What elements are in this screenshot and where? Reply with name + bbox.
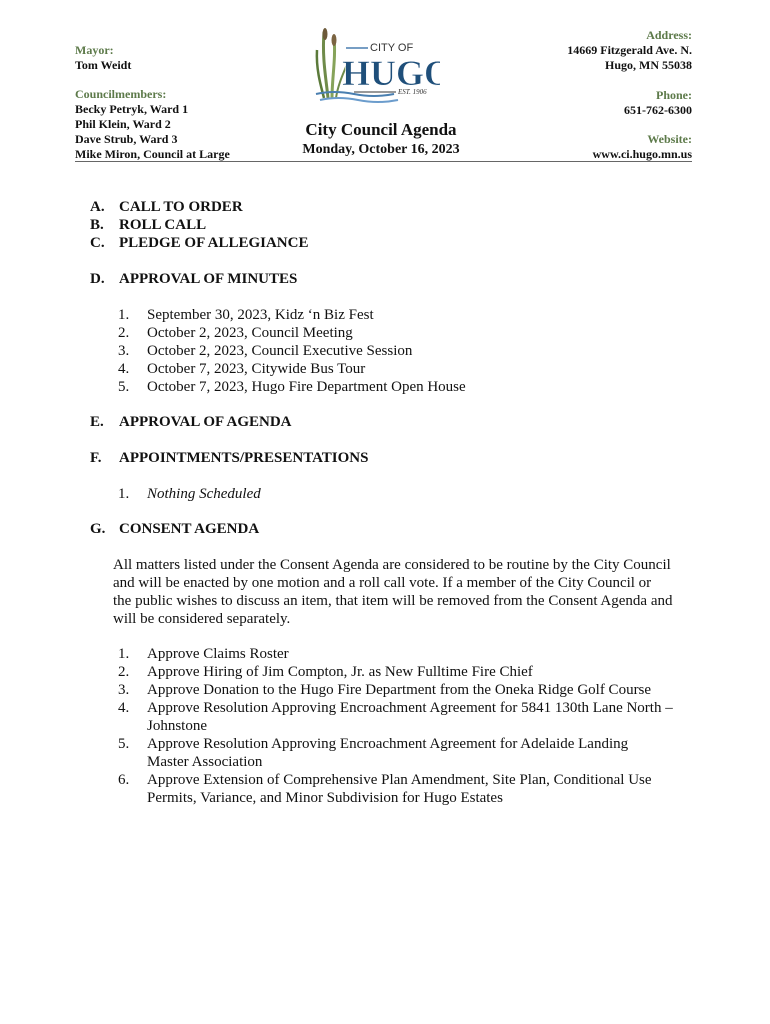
section-title: CONSENT AGENDA [119,521,260,537]
list-item [118,735,628,771]
item-number: 2. [118,325,130,341]
item-text: Approve Claims Roster [147,646,289,662]
section-approval-of-minutes [90,270,297,288]
website-link[interactable]: www.ci.hugo.mn.us [592,147,692,161]
address-block [567,28,692,73]
section-letter: E. [90,414,104,430]
address-label: Address: [646,28,692,42]
item-text: Johnstone [147,718,207,734]
item-number: 1. [118,646,130,662]
list-item [118,645,289,663]
list-item [118,342,412,360]
section-title: APPROVAL OF MINUTES [119,271,298,287]
svg-text:EST. 1906: EST. 1906 [398,88,427,96]
website-block [593,132,692,162]
item-number: 1. [118,486,130,502]
section-title: PLEDGE OF ALLEGIANCE [119,235,309,251]
council-block [75,87,230,162]
city-logo [314,28,440,104]
list-item [118,485,261,503]
council-member: Mike Miron, Council at Large [75,147,230,161]
council-member: Becky Petryk, Ward 1 [75,102,189,116]
section-appointments [90,449,369,467]
section-call-to-order [90,198,243,216]
item-number: 5. [118,736,130,752]
item-text: Approve Resolution Approving Encroachment Agreement for 5841 130th Lane North – [147,700,673,716]
item-number: 4. [118,361,130,377]
item-text: October 2, 2023, Council Meeting [147,325,353,341]
mayor-name: Tom Weidt [75,58,132,72]
section-title: APPOINTMENTS/PRESENTATIONS [119,450,369,466]
item-text: Approve Resolution Approving Encroachment Agreement for Adelaide Landing [147,736,629,752]
website-label: Website: [647,132,692,146]
phone-block [624,88,692,118]
paragraph-line: the public wishes to discuss an item, that item will be removed from the Consent Agenda and [113,593,673,609]
council-member: Dave Strub, Ward 3 [75,132,178,146]
list-item [118,306,374,324]
section-pledge [90,234,308,252]
item-number: 5. [118,379,130,395]
section-title: CALL TO ORDER [119,199,243,215]
mayor-label: Mayor: [75,43,114,57]
item-number: 1. [118,307,130,323]
item-text: October 7, 2023, Hugo Fire Department Open House [147,379,466,395]
item-number: 4. [118,700,130,716]
item-number: 2. [118,664,130,680]
section-title: ROLL CALL [119,217,207,233]
item-text: Permits, Variance, and Minor Subdivision for Hugo Estates [147,790,503,806]
phone-label: Phone: [656,88,692,102]
item-text: October 7, 2023, Citywide Bus Tour [147,361,366,377]
list-item [118,771,652,807]
phone-number: 651-762-6300 [624,103,692,117]
section-letter: F. [90,450,102,466]
item-text: Nothing Scheduled [147,486,261,502]
council-label: Councilmembers: [75,87,167,101]
address-line1: 14669 Fitzgerald Ave. N. [567,43,692,57]
section-roll-call [90,216,206,234]
paragraph-line: All matters listed under the Consent Agenda are considered to be routine by the City Council [113,557,671,573]
item-number: 6. [118,772,130,788]
list-item [118,663,533,681]
item-text: Approve Hiring of Jim Compton, Jr. as New Fulltime Fire Chief [147,664,533,680]
section-letter: B. [90,217,104,233]
list-item [118,324,353,342]
meeting-date: Monday, October 16, 2023 [302,142,460,157]
item-text: Master Association [147,754,263,770]
council-member: Phil Klein, Ward 2 [75,117,171,131]
section-title: APPROVAL OF AGENDA [119,414,292,430]
section-letter: G. [90,521,106,537]
mayor-block [75,43,131,73]
item-number: 3. [118,682,130,698]
consent-agenda-description [113,556,693,628]
section-letter: C. [90,235,105,251]
section-consent-agenda [90,520,259,538]
section-approval-of-agenda [90,413,292,431]
list-item [118,378,466,396]
paragraph-line: will be considered separately. [113,611,291,627]
item-number: 3. [118,343,130,359]
page-title: City Council Agenda [305,120,457,139]
hugo-logo-graphic [314,28,440,104]
list-item [118,681,651,699]
paragraph-line: and will be enacted by one motion and a roll call vote. If a member of the City Council or [113,575,652,591]
section-letter: D. [90,271,105,287]
list-item [118,360,365,378]
item-text: September 30, 2023, Kidz ‘n Biz Fest [147,307,374,323]
section-letter: A. [90,199,105,215]
address-line2: Hugo, MN 55038 [605,58,692,72]
item-text: Approve Extension of Comprehensive Plan Amendment, Site Plan, Conditional Use [147,772,652,788]
item-text: October 2, 2023, Council Executive Session [147,343,413,359]
svg-text:CITY OF: CITY OF [370,42,414,54]
item-text: Approve Donation to the Hugo Fire Department from the Oneka Ridge Golf Course [147,682,652,698]
header-divider [75,161,692,162]
list-item [118,699,673,735]
svg-text:HUGO: HUGO [342,53,440,93]
